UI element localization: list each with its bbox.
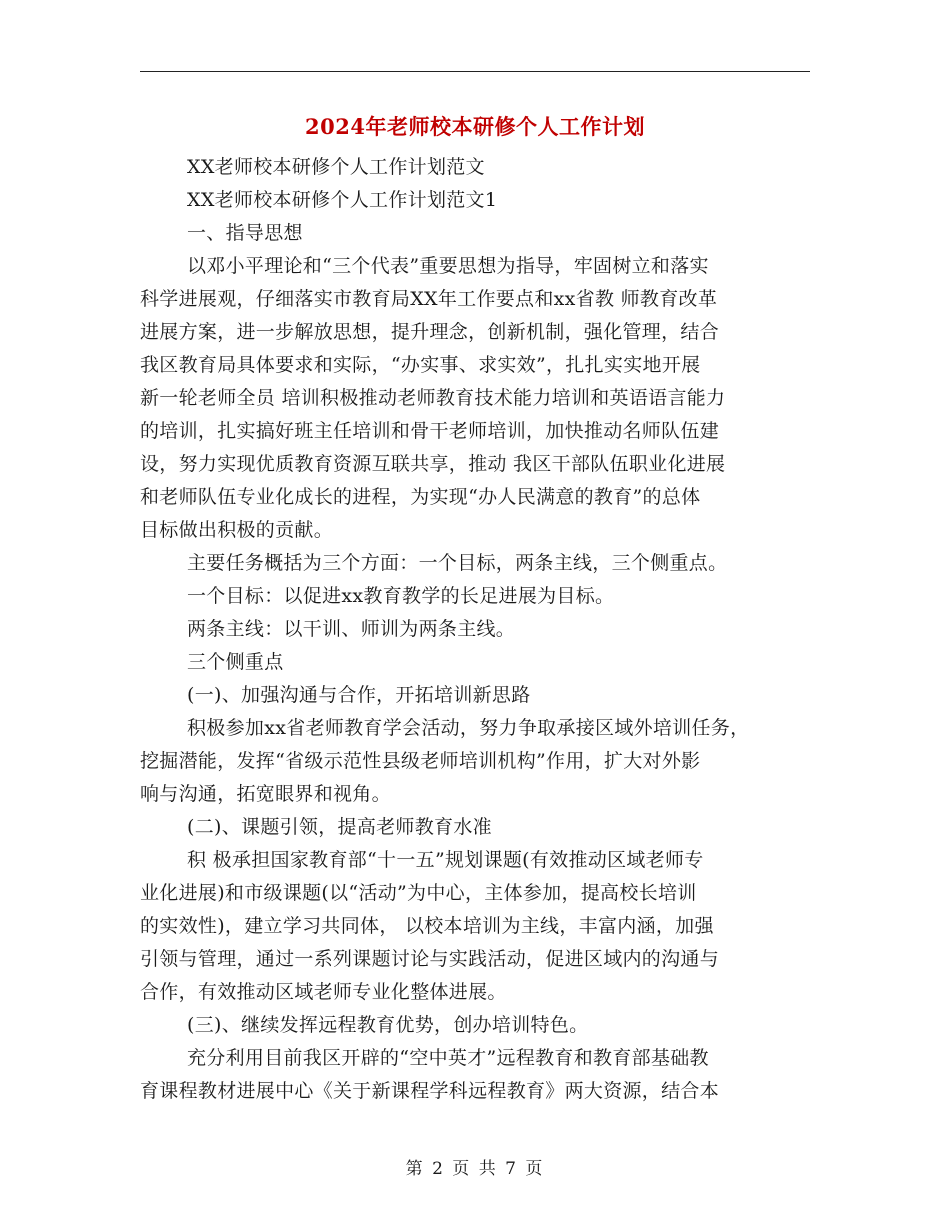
paragraph-line: XX老师校本研修个人工作计划范文1 <box>187 189 498 211</box>
paragraph-line: 积 极承担国家教育部“十一五”规划课题(有效推动区域老师专 <box>187 849 704 871</box>
paragraph-line: 新一轮老师全员 培训积极推动老师教育技术能力培训和英语语言能力 <box>140 387 726 409</box>
paragraph-line: 目标做出积极的贡献。 <box>140 519 334 541</box>
paragraph-line: 响与沟通，拓宽眼界和视角。 <box>140 783 391 805</box>
paragraph-line: 合作，有效推动区域老师专业化整体进展。 <box>140 981 507 1003</box>
paragraph-line: 和老师队伍专业化成长的进程，为实现“办人民满意的教育”的总体 <box>140 486 701 508</box>
paragraph-line: 以邓小平理论和“三个代表”重要思想为指导，牢固树立和落实 <box>187 255 709 277</box>
paragraph-line: 主要任务概括为三个方面：一个目标，两条主线，三个侧重点。 <box>187 552 728 574</box>
section-heading: 三个侧重点 <box>187 651 284 673</box>
section-heading: (一)、加强沟通与合作，开拓培训新思路 <box>187 684 531 706</box>
paragraph-line: XX老师校本研修个人工作计划范文 <box>187 156 485 178</box>
paragraph-line: 两条主线：以干训、师训为两条主线。 <box>187 618 516 640</box>
paragraph-line: 业化进展)和市级课题(以“活动”为中心，主体参加，提高校长培训 <box>140 882 697 904</box>
section-heading: 一、指导思想 <box>187 222 303 244</box>
paragraph-line: 一个目标：以促进xx教育教学的长足进展为目标。 <box>187 585 615 607</box>
paragraph-line: 的实效性)，建立学习共同体， 以校本培训为主线，丰富内涵，加强 <box>140 915 714 937</box>
paragraph-line: 充分利用目前我区开辟的“空中英才”远程教育和教育部基础教 <box>187 1047 709 1069</box>
paragraph-line: 引领与管理，通过一系列课题讨论与实践活动，促进区域内的沟通与 <box>140 948 720 970</box>
page-number-footer: 第 2 页 共 7 页 <box>405 1159 545 1179</box>
paragraph-line: 积极参加xx省老师教育学会活动，努力争取承接区域外培训任务， <box>187 717 750 739</box>
paragraph-line: 的培训，扎实搞好班主任培训和骨干老师培训，加快推动名师队伍建 <box>140 420 720 442</box>
paragraph-line: 设，努力实现优质教育资源互联共享，推动 我区干部队伍职业化进展 <box>140 453 726 475</box>
document-title: 2024年老师校本研修个人工作计划 <box>305 114 645 139</box>
paragraph-line: 科学进展观，仔细落实市教育局XX年工作要点和xx省教 师教育改革 <box>140 288 718 310</box>
section-heading: (三)、继续发挥远程教育优势，创办培训特色。 <box>187 1014 589 1036</box>
paragraph-line: 育课程教材进展中心《关于新课程学科远程教育》两大资源，结合本 <box>140 1080 720 1102</box>
paragraph-line: 挖掘潜能，发挥“省级示范性县级老师培训机构”作用，扩大对外影 <box>140 750 701 772</box>
paragraph-line: 进展方案，进一步解放思想，提升理念，创新机制，强化管理，结合 <box>140 321 720 343</box>
section-heading: (二)、课题引领，提高老师教育水准 <box>187 816 492 838</box>
paragraph-line: 我区教育局具体要求和实际，“办实事、求实效”，扎扎实实地开展 <box>140 354 701 376</box>
